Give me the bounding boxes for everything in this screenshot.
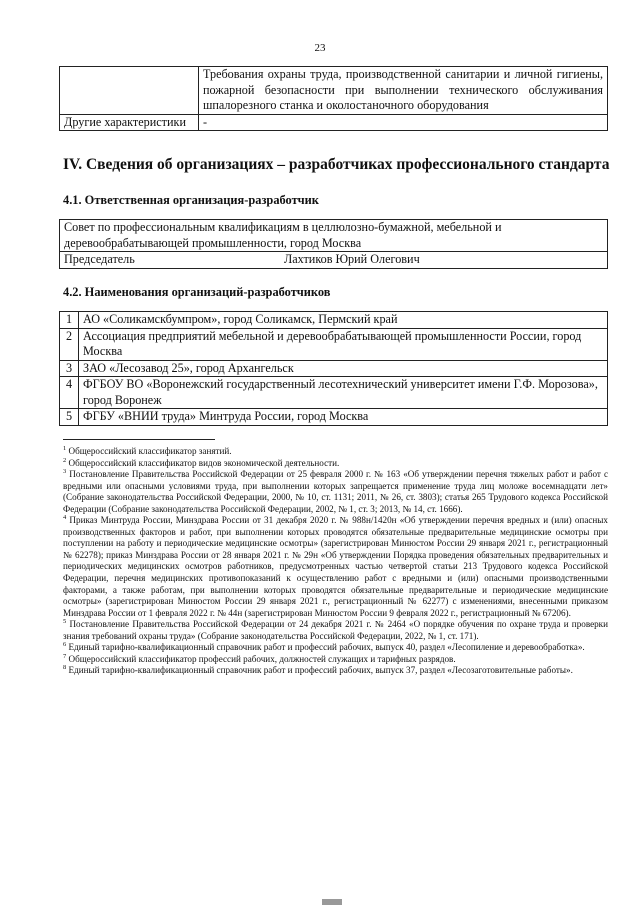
footnote (63, 458, 608, 470)
footnote (63, 469, 608, 515)
footnotes (63, 446, 608, 677)
developer-orgs-table (59, 311, 608, 426)
footnote-text: Общероссийский классификатор видов экономической деятельности. (68, 457, 340, 468)
org-name: ФГБУ «ВНИИ труда» Минтруда России, город Москва (79, 409, 608, 426)
characteristics-table (59, 66, 608, 131)
footnote-mark: 4 (63, 514, 67, 522)
org-name: АО «Соликамскбумпром», город Соликамск, Пермский край (79, 312, 608, 329)
footnote-text: Единый тарифно-квалификационный справочник работ и профессий рабочих, выпуск 37, раздел «Лесозаготовительные работы». (68, 665, 573, 676)
table-row (60, 360, 608, 377)
section-title: IV. Сведения об организациях – разработчиках профессионального стандарта (63, 156, 610, 173)
footnote (63, 515, 608, 619)
subsection-title-developers: 4.2. Наименования организаций-разработчиков (63, 285, 331, 299)
row-number: 4 (60, 377, 79, 409)
responsible-org-name: Совет по профессиональным квалификациям в целлюлозно-бумажной, мебельной и деревообрабатывающей промышленности, город Москва (60, 220, 608, 252)
requirements-text: Требования охраны труда, производственной санитарии и личной гигиены, пожарной безопасности при выполнении технического обслуживания шпалорезного станка и околостаночного оборудования (199, 67, 608, 115)
footnote-divider (63, 439, 215, 440)
table-row (60, 328, 608, 360)
table-row (60, 252, 608, 269)
responsible-org-table (59, 219, 608, 269)
footnote (63, 654, 608, 666)
org-name: Ассоциация предприятий мебельной и деревообрабатывающей промышленности России, город Москва (79, 328, 608, 360)
table-row (60, 377, 608, 409)
org-name: ФГБОУ ВО «Воронежский государственный лесотехнический университет имени Г.Ф. Морозова», город Воронеж (79, 377, 608, 409)
footnote-mark: 6 (63, 641, 67, 649)
page-number: 23 (314, 42, 326, 54)
table-row (60, 409, 608, 426)
footnote-text: Общероссийский классификатор профессий рабочих, должностей служащих и тарифных разрядов. (68, 653, 456, 664)
subsection-title-responsible: 4.1. Ответственная организация-разработчик (63, 193, 319, 207)
scan-artifact (322, 899, 342, 905)
chairman-name: Лахтиков Юрий Олегович (284, 252, 420, 266)
footnote-mark: 2 (63, 456, 67, 464)
row-number: 2 (60, 328, 79, 360)
footnote (63, 619, 608, 642)
footnote-mark: 5 (63, 618, 67, 626)
other-characteristics-label: Другие характеристики (60, 114, 199, 131)
table-row (60, 220, 608, 252)
footnote-text: Постановление Правительства Российской Федерации от 25 февраля 2000 г. № 163 «Об утверждении перечня тяжелых работ и работ с вредными или опасными условиями труда, при выполнении которых запрещается применение труда лиц моложе восемнадцати лет» (Собрание законодательства Российской Федерации, 2000, № 10, ст. 1131; 2011, № 26, ст. 3803); статья 265 Трудового кодекса Российской Федерации (Собрание законодательства Российской Федерации, 2002, № 1, ст. 3; 2013, № 14, ст. 1666). (63, 469, 608, 514)
footnote-mark: 1 (63, 444, 67, 452)
chairman-role: Председатель (64, 252, 135, 266)
footnote (63, 665, 608, 677)
footnote-text: Постановление Правительства Российской Федерации от 24 декабря 2021 г. № 2464 «О порядке обучения по охране труда и проверки знания требований охраны труда» (Собрание законодательства Российской Федерации, 2022, № 1, ст. 171). (63, 619, 609, 641)
footnote-text: Приказ Минтруда России, Минздрава России от 31 декабря 2020 г. № 988н/1420н «Об утверждении перечня вредных и (или) опасных производственных факторов и работ, при выполнении которых проводятся обязательные предварительные медицинские осмотры при поступлении на работу и периодические медицинские осмотры» (зарегистрирован Минюстом России 29 января 2021 г., регистрационный № 62278); приказ Минздрава России от 28 января 2021 г. № 29н «Об утверждении Порядка проведения обязательных предварительных и периодических медицинских осмотров работников, предусмотренных частью четвертой статьи 213 Трудового кодекса Российской Федерации, перечня медицинских противопоказаний к осуществлению работ с вредными и (или) опасными производственными факторами, а также работам, при выполнении которых проводятся обязательные предварительные и периодические медицинские осмотры» (зарегистрирован Минюстом России 29 января 2021 г., регистрационный № 62277) с изменениями, внесенными приказом Минздрава России от 1 февраля 2022 г. № 44н (зарегистрирован Минюстом России 9 февраля 2022 г., регистрационный № 67206). (63, 515, 608, 618)
table-row (60, 67, 608, 115)
org-name: ЗАО «Лесозавод 25», город Архангельск (79, 360, 608, 377)
footnote-mark: 7 (63, 652, 67, 660)
other-characteristics-value: - (199, 114, 608, 131)
row-number: 3 (60, 360, 79, 377)
footnote (63, 446, 608, 458)
footnote-mark: 3 (63, 468, 67, 476)
row-number: 5 (60, 409, 79, 426)
footnote-text: Общероссийский классификатор занятий. (68, 446, 232, 456)
table-cell-empty (60, 67, 199, 115)
row-number: 1 (60, 312, 79, 329)
table-row (60, 114, 608, 131)
chairman-row (60, 252, 608, 269)
footnote-mark: 8 (63, 664, 67, 672)
footnote-text: Единый тарифно-квалификационный справочник работ и профессий рабочих, выпуск 40, раздел «Лесопиление и деревообработка». (68, 642, 585, 653)
footnote (63, 642, 608, 654)
table-row (60, 312, 608, 329)
